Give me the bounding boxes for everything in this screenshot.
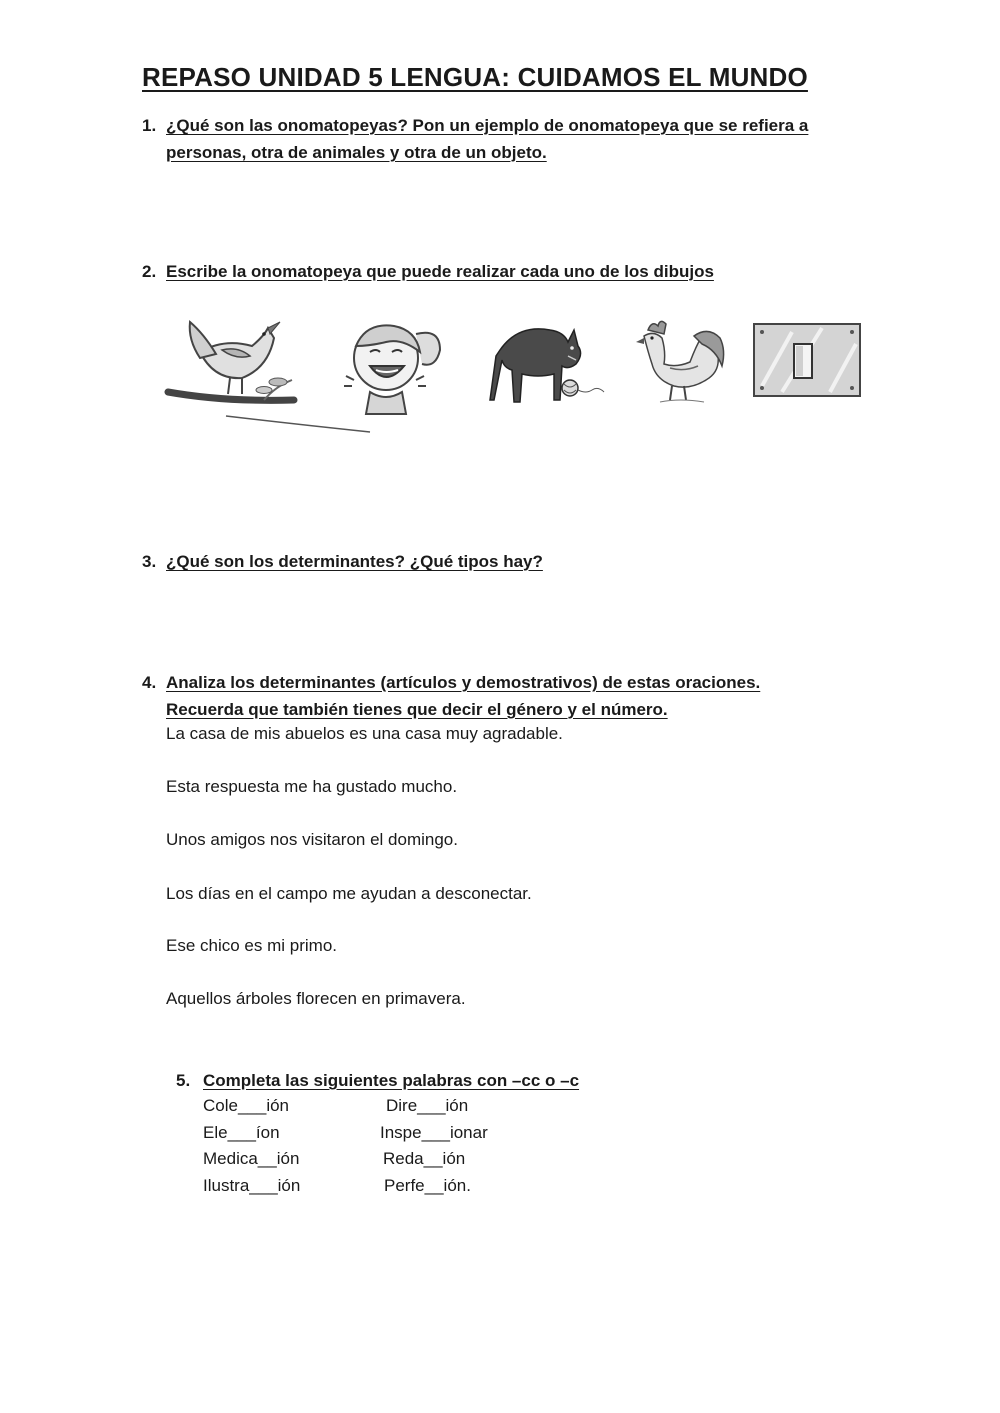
sentence: Esta respuesta me ha gustado mucho.	[166, 777, 458, 796]
question-number: 5.	[176, 1071, 191, 1090]
question-text-line-2: Recuerda que también tienes que decir el género y el número.	[166, 700, 668, 719]
sentence: Aquellos árboles florecen en primavera.	[166, 989, 466, 1008]
question-number: 4.	[142, 673, 157, 692]
word-blank: Dire___ión	[386, 1096, 469, 1115]
word-blank: Medica__ión	[203, 1149, 300, 1168]
question-text-line-1: Analiza los determinantes (artículos y demostrativos) de estas oraciones.	[166, 673, 761, 692]
question-text: Escribe la onomatopeya que puede realizar cada uno de los dibujos	[166, 262, 714, 281]
question-text: ¿Qué son las onomatopeyas? Pon un ejemplo de onomatopeya que se refiera a personas, otra de animales y otra de un objeto.	[166, 116, 809, 162]
onomatopoeia-pictures	[160, 312, 880, 437]
question-number: 1.	[142, 116, 157, 135]
question-number: 3.	[142, 552, 157, 571]
sentence: Ese chico es mi primo.	[166, 936, 337, 955]
laughing-girl-icon	[336, 316, 446, 416]
question-text: ¿Qué son los determinantes? ¿Qué tipos hay?	[166, 552, 543, 571]
word-blank: Ilustra___ión	[203, 1176, 301, 1195]
word-blank: Reda__ión	[383, 1149, 466, 1168]
word-blank: Perfe__ión.	[384, 1176, 471, 1195]
question-3	[142, 548, 842, 575]
sentence: La casa de mis abuelos es una casa muy agradable.	[166, 724, 563, 743]
question-2	[142, 258, 842, 285]
sentence: Los días en el campo me ayudan a desconectar.	[166, 884, 532, 903]
question-5	[176, 1067, 776, 1094]
question-1	[142, 112, 842, 166]
question-4	[142, 669, 862, 723]
rooster-icon	[630, 316, 730, 406]
word-blank: Cole___ión	[203, 1096, 290, 1115]
word-blank: Inspe___ionar	[380, 1123, 488, 1142]
question-number: 2.	[142, 262, 157, 281]
page-title: REPASO UNIDAD 5 LENGUA: CUIDAMOS EL MUNDO	[142, 62, 808, 92]
light-switch-icon	[752, 322, 864, 402]
question-text: Completa las siguientes palabras con –cc o –c	[203, 1071, 580, 1090]
angry-cat-icon	[488, 320, 608, 410]
word-blank: Ele___íon	[203, 1123, 280, 1142]
sentence: Unos amigos nos visitaron el domingo.	[166, 830, 458, 849]
